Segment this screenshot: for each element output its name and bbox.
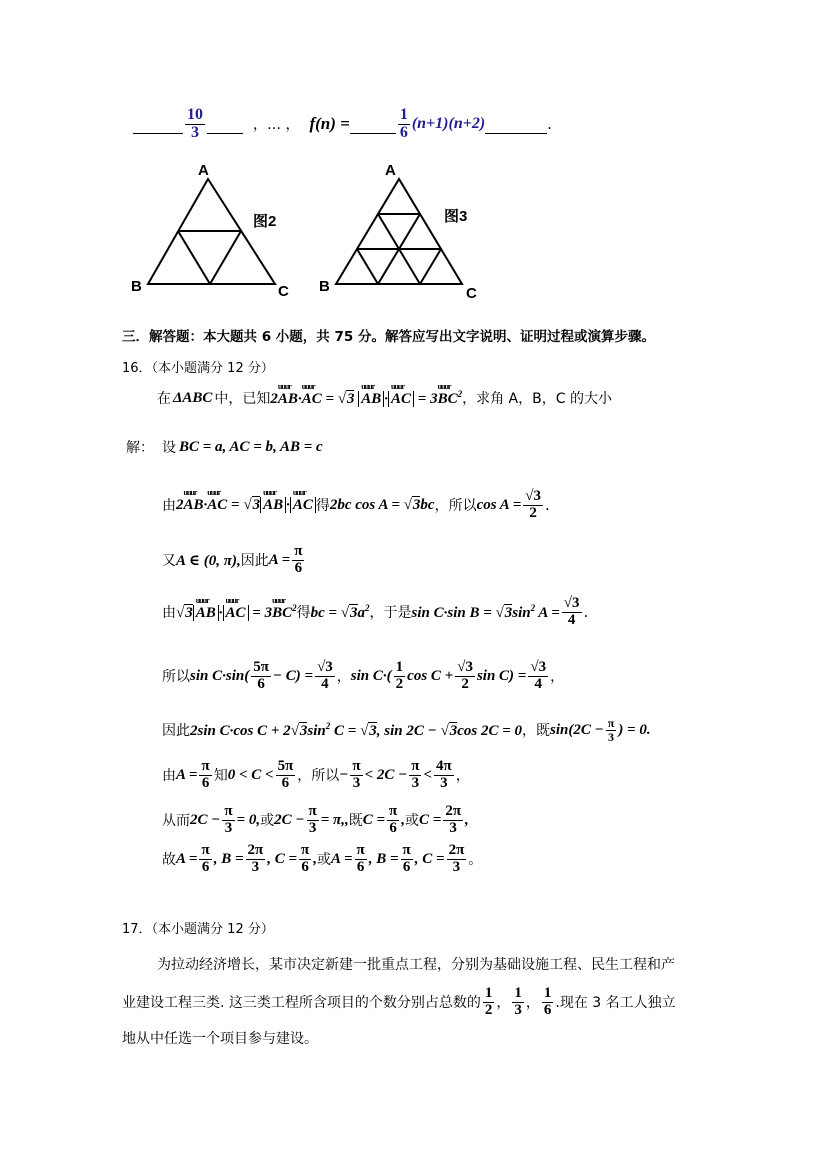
fig3-label: 图3 bbox=[444, 208, 468, 225]
answer-fraction-1: $\frac{10}{3}$ bbox=[187, 105, 203, 141]
q16-line-4: 所以 sin C·sin( $\frac{5\pi}{6}$ − C) = $\frac{√3}{4}$ ， sin C·( $\frac{1}{2}$ cos C + $\frac{√3}{2}$ sin C) = $\frac{√3}{4}$ ， bbox=[162, 658, 565, 692]
fig2-vertex-c: C bbox=[278, 283, 289, 300]
q16-stem: 在 ΔABC 中，已知 2uuur AB·uuur AC = √3 uuur AB ·uuur AC = 3uuur $BC^2$ ，求角 A，B，C 的大小 bbox=[157, 388, 612, 408]
ellipsis: ，… ， bbox=[253, 117, 300, 133]
fn-expression: (n+1)(n+2) bbox=[411, 115, 486, 132]
fn-label: f(n) = bbox=[309, 114, 350, 133]
fig3-vertex-a: A bbox=[385, 162, 396, 179]
q16-line-2: 又 A ∈ (0, π), 因此 A = $\frac{\pi}{6}$ bbox=[162, 542, 303, 576]
fig2-label: 图2 bbox=[253, 213, 277, 230]
q17-header: 17．（本小题满分 12 分） bbox=[122, 922, 274, 937]
q16-line-5: 因此 2sin C·cos $C + 2√3\sin^2$ C = √3, sin 2C − √3cos 2C = 0 ，既 sin(2C − $\frac{\pi}{3}$ ) = 0. bbox=[162, 715, 651, 744]
answer-line: $\frac{10}{3}$ ，… ， f(n) = $\frac{1}{6}$ (n+1)(n+2) . bbox=[133, 102, 552, 146]
q16-solution-set: 解： 设 BC = a, AC = b, AB = c bbox=[126, 438, 323, 456]
q16-line-7: 从而 2C − $\frac{\pi}{3}$ = 0, 或 2C − $\frac{\pi}{3}$ = π,, 既 C = $\frac{\pi}{6}$ , 或 C = $\frac{2\pi}{3}$ , bbox=[162, 802, 469, 836]
q17-paragraph-line-3: 地从中任选一个项目参与建设。 bbox=[122, 1031, 318, 1047]
fig3-vertex-c: C bbox=[466, 285, 477, 302]
answer-fraction-2: $\frac{1}{6}$ bbox=[399, 105, 408, 141]
q16-line-3: 由 √3uuur AB ·uuur AC = 3uuur $BC^2$ 得 bc = $√3a^2$ ，于是 sin C·sin $B = √3\sin^2$ A = $\frac{√3}{4}$ . bbox=[162, 590, 588, 634]
fig3-vertex-b: B bbox=[319, 278, 330, 295]
triangle-figures bbox=[120, 155, 500, 305]
figure-3 bbox=[336, 179, 462, 284]
q17-paragraph-line-1: 为拉动经济增长，某市决定新建一批重点工程，分别为基础设施工程、民生工程和产 bbox=[157, 957, 675, 973]
answer-blank-1 bbox=[133, 115, 183, 134]
q16-line-8: 故 A = $\frac{\pi}{6}$ , B = $\frac{2\pi}{3}$ , C = $\frac{\pi}{6}$ , 或 A = $\frac{\pi}{6}$ , B = $\frac{\pi}{6}$ , C = $\frac{2\pi}{3}$ 。 bbox=[162, 841, 483, 875]
q16-line-1: 由 2uuur AB·uuur AC = √3uuur AB ·uuur AC 得 2bc cos A = √3bc ，所以 cos A = $\frac{√3}{2}$ . bbox=[162, 482, 550, 528]
figure-2 bbox=[148, 179, 275, 284]
q17-paragraph-line-2: 业建设工程三类. 这三类工程所含项目的个数分别占总数的 $\frac{1}{2}$ ， $\frac{1}{3}$ ， $\frac{1}{6}$ .现在 3 名工人独立 bbox=[122, 984, 676, 1018]
fig2-vertex-a: A bbox=[198, 162, 209, 179]
section-3-heading: 三．解答题：本大题共 6 小题，共 75 分。解答应写出文字说明、证明过程或演算步骤。 bbox=[122, 329, 655, 345]
q16-header: 16．（本小题满分 12 分） bbox=[122, 361, 274, 376]
fig2-vertex-b: B bbox=[131, 278, 142, 295]
q16-line-6: 由 A = $\frac{\pi}{6}$ 知 0 < C < $\frac{5\pi}{6}$ ，所以 − $\frac{\pi}{3}$ < 2C − $\frac{\pi}{3}$ < $\frac{4\pi}{3}$ ， bbox=[162, 757, 470, 791]
